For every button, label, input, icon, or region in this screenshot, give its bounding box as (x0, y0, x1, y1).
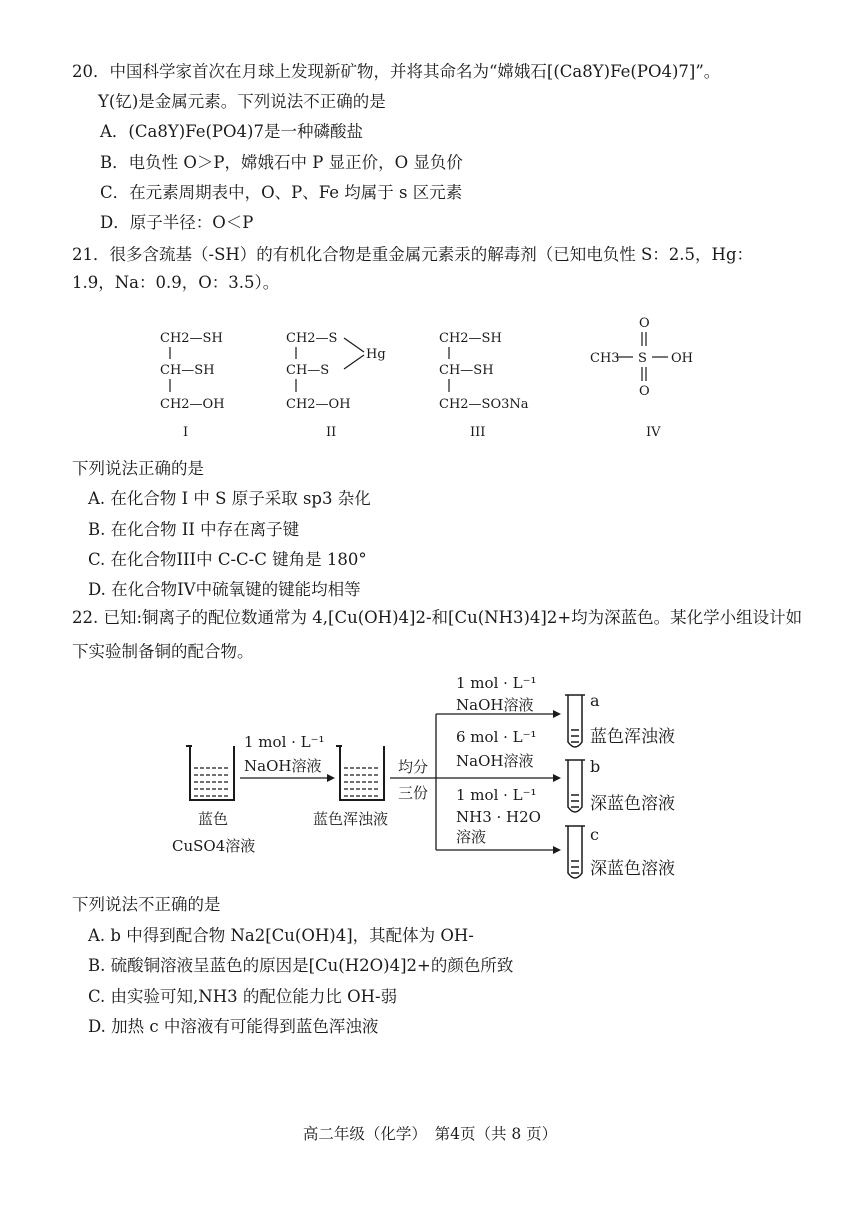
compound-I-structure (160, 331, 225, 440)
experiment-flow-diagram (172, 674, 675, 879)
compound-III-structure (439, 331, 529, 440)
q22-option-d: D. 加热 c 中溶液有可能得到蓝色浑浊液 (88, 1017, 379, 1036)
compound-IV-oh: OH (671, 351, 693, 366)
q22-option-c: C. 由实验可知,NH3 的配位能力比 OH-弱 (88, 987, 398, 1006)
q22-option-a: A. b 中得到配合物 Na2[Cu(OH)4]，其配体为 OH- (88, 926, 474, 945)
compound-II-label: II (326, 425, 337, 440)
q21-option-a: A. 在化合物 I 中 S 原子采取 sp3 杂化 (88, 489, 371, 508)
q20-option-a: A．(Ca8Y)Fe(PO4)7是一种磷酸盐 (100, 122, 363, 141)
result-a: 蓝色浑浊液 (590, 727, 675, 747)
q20-stem-line2: Y(钇)是金属元素。下列说法不正确的是 (98, 92, 386, 111)
compound-IV-o-top: O (639, 316, 650, 331)
q21-option-d: D. 在化合物IV中硫氧键的键能均相等 (88, 580, 361, 599)
q21-stem-line2: 1.9，Na：0.9，O：3.5）。 (72, 273, 280, 292)
q21-stem-line1: 21．很多含巯基（-SH）的有机化合物是重金属元素汞的解毒剂（已知电负性 S：2.5，Hg： (72, 245, 754, 264)
compound-I-row1: CH2—SH (160, 331, 223, 346)
branch-a-reagent: NaOH溶液 (456, 696, 534, 714)
compound-III-row2: CH—SH (439, 363, 494, 378)
q20-stem-line1: 20．中国科学家首次在月球上发现新矿物，并将其命名为“嫦娥石[(Ca8Y)Fe(PO4)7]”。 (72, 62, 721, 81)
result-b: 深蓝色溶液 (590, 794, 675, 814)
branch-b-reagent: NaOH溶液 (456, 752, 534, 770)
q22-question: 下列说法不正确的是 (72, 895, 221, 914)
q20-option-c: C．在元素周期表中，O、P、Fe 均属于 s 区元素 (100, 183, 463, 202)
beaker-cuso4 (186, 746, 234, 800)
branch-c-reagent-2: 溶液 (456, 828, 487, 846)
branch-c-concentration: 1 mol · L⁻¹ (456, 786, 537, 804)
start-label-blue: 蓝色 (198, 810, 229, 828)
q22-stem-line1: 22. 已知:铜离子的配位数通常为 4,[Cu(OH)4]2-和[Cu(NH3)4]2+均为深蓝色。某化学小组设计如 (72, 608, 803, 627)
q20-option-b: B．电负性 O＞P，嫦娥石中 P 显正价，O 显负价 (100, 153, 463, 172)
compound-IV-label: IV (646, 425, 661, 440)
tube-b-label: b (590, 757, 601, 776)
compound-II-hg: Hg (366, 347, 386, 362)
branch-a-concentration: 1 mol · L⁻¹ (456, 674, 537, 692)
compound-III-row3: CH2—SO3Na (439, 397, 529, 412)
compound-I-label: I (183, 425, 189, 440)
branch-b-concentration: 6 mol · L⁻¹ (456, 728, 537, 746)
compound-II-structure (286, 331, 386, 440)
q21-question: 下列说法正确的是 (72, 459, 204, 478)
q21-option-c: C. 在化合物III中 C-C-C 键角是 180° (88, 550, 367, 569)
compound-III-row1: CH2—SH (439, 331, 502, 346)
compound-II-row3: CH2—OH (286, 397, 351, 412)
branch-c-reagent: NH3 · H2O (456, 808, 541, 826)
q21-option-b: B. 在化合物 II 中存在离子键 (88, 520, 300, 539)
test-tube-c (565, 826, 585, 878)
mid-label-turbid: 蓝色浑浊液 (313, 810, 389, 828)
test-tube-b (565, 760, 585, 812)
compound-I-row3: CH2—OH (160, 397, 225, 412)
compound-IV-ch3: CH3 (590, 351, 620, 366)
split-label-1: 均分 (398, 758, 429, 776)
compound-I-row2: CH—SH (160, 363, 215, 378)
q22-stem-line2: 下实验制备铜的配合物。 (72, 642, 254, 661)
arrow1-reagent: NaOH溶液 (244, 757, 322, 775)
test-tube-a (565, 695, 585, 747)
compound-IV-s: S (638, 351, 647, 366)
compound-IV-structure (590, 316, 693, 440)
compound-II-row2: CH—S (286, 363, 330, 378)
result-c: 深蓝色溶液 (590, 859, 675, 879)
q22-option-b: B. 硫酸铜溶液呈蓝色的原因是[Cu(H2O)4]2+的颜色所致 (88, 956, 514, 975)
compound-IV-o-bottom: O (639, 384, 650, 399)
arrow1-concentration: 1 mol · L⁻¹ (244, 733, 325, 751)
compound-II-row1: CH2—S (286, 331, 338, 346)
q20-option-d: D．原子半径：O＜P (100, 213, 254, 232)
start-label-cuso4: CuSO4溶液 (172, 837, 256, 855)
tube-a-label: a (590, 691, 600, 710)
split-label-2: 三份 (398, 784, 429, 802)
page-footer: 高二年级（化学） 第4页（共 8 页） (302, 1125, 558, 1143)
tube-c-label: c (590, 825, 599, 844)
beaker-turbid (336, 746, 384, 800)
compound-III-label: III (470, 425, 486, 440)
